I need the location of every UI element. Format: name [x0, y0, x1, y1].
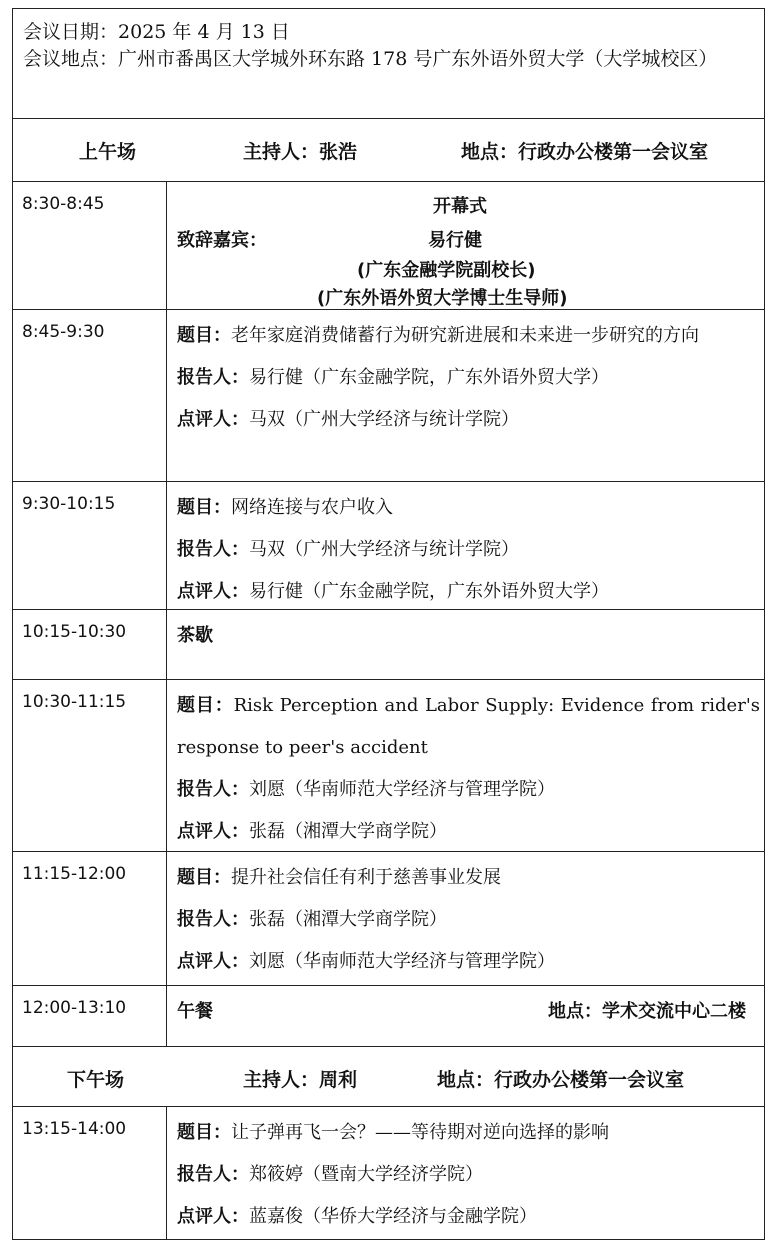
talk-discussant — [177, 571, 760, 613]
content-cell — [167, 680, 764, 851]
session-title: 上午场 — [79, 141, 137, 163]
discussant-label: 点评人： — [177, 1206, 249, 1227]
discussant-text: 张磊（湘潭大学商学院） — [249, 821, 447, 842]
discussant-text: 马双（广州大学经济与统计学院） — [249, 409, 519, 430]
topic-label: 题目： — [177, 1122, 231, 1143]
speaker-label: 报告人： — [177, 1164, 249, 1185]
content-cell — [167, 310, 764, 481]
topic-label: 题目： — [177, 695, 234, 716]
speaker-text: 张磊（湘潭大学商学院） — [249, 909, 447, 930]
talk-discussant — [177, 811, 760, 853]
lunch-venue: 地点：学术交流中心二楼 — [548, 1001, 746, 1022]
lunch-label: 午餐 — [177, 1001, 213, 1022]
opening-title: 开幕式 — [433, 196, 487, 217]
discussant-text: 蓝嘉俊（华侨大学经济与金融学院） — [249, 1206, 537, 1227]
speaker-label: 报告人： — [177, 779, 249, 800]
guest-role: (广东金融学院副校长) — [357, 260, 536, 281]
speaker-label: 报告人： — [177, 367, 249, 388]
talk-speaker — [177, 899, 760, 941]
speaker-text: 郑筱婷（暨南大学经济学院） — [249, 1164, 483, 1185]
discussant-label: 点评人： — [177, 409, 249, 430]
break-label: 茶歇 — [177, 625, 213, 646]
discussant-label: 点评人： — [177, 821, 249, 842]
topic-text: 提升社会信任有利于慈善事业发展 — [231, 867, 501, 888]
speaker-label: 报告人： — [177, 539, 249, 560]
guest-label: 致辞嘉宾： — [177, 230, 267, 251]
talk-speaker — [177, 357, 760, 399]
time-cell: 8:45-9:30 — [13, 310, 167, 481]
content-cell — [167, 1107, 764, 1239]
talk-discussant — [177, 399, 760, 441]
session-title: 下午场 — [67, 1069, 125, 1091]
talk-discussant — [177, 1196, 760, 1238]
agenda-row — [13, 310, 764, 482]
session-host: 主持人：张浩 — [243, 141, 358, 163]
lunch-line — [177, 991, 760, 1033]
content-cell — [167, 482, 764, 609]
location-value: 广州市番禺区大学城外环东路 178 号广东外语外贸大学（大学城校区） — [118, 48, 718, 70]
agenda-row-break — [13, 610, 764, 680]
morning-session-header — [13, 119, 764, 182]
topic-label: 题目： — [177, 325, 231, 346]
speaker-label: 报告人： — [177, 909, 249, 930]
time-cell: 13:15-14:00 — [13, 1107, 167, 1239]
agenda-table — [12, 8, 765, 1240]
talk-topic — [177, 685, 760, 769]
discussant-text: 刘愿（华南师范大学经济与管理学院） — [249, 951, 555, 972]
speaker-text: 马双（广州大学经济与统计学院） — [249, 539, 519, 560]
talk-topic — [177, 857, 760, 899]
time-cell: 11:15-12:00 — [13, 852, 167, 985]
session-venue: 地点：行政办公楼第一会议室 — [461, 141, 709, 163]
guest-name: 易行健 — [428, 230, 482, 251]
conference-info — [13, 9, 764, 119]
talk-speaker — [177, 769, 760, 811]
topic-label: 题目： — [177, 497, 231, 518]
session-host: 主持人：周利 — [243, 1069, 358, 1091]
talk-speaker — [177, 529, 760, 571]
talk-discussant — [177, 941, 760, 983]
talk-topic — [177, 487, 760, 529]
topic-text: 网络连接与农户收入 — [231, 497, 393, 518]
session-venue: 地点：行政办公楼第一会议室 — [437, 1069, 685, 1091]
afternoon-session-header — [13, 1047, 764, 1107]
time-cell: 12:00-13:10 — [13, 986, 167, 1046]
topic-label: 题目： — [177, 867, 231, 888]
time-cell: 8:30-8:45 — [13, 182, 167, 309]
discussant-label: 点评人： — [177, 581, 249, 602]
topic-text: Risk Perception and Labor Supply: Evidence from rider's response to peer's accident — [177, 695, 760, 758]
date-label: 会议日期： — [23, 21, 119, 43]
talk-topic — [177, 315, 760, 357]
guest-role: (广东外语外贸大学博士生导师) — [317, 288, 568, 309]
date-value: 2025 年 4 月 13 日 — [118, 21, 290, 43]
location-label: 会议地点： — [23, 48, 119, 70]
topic-text: 让子弹再飞一会？——等待期对逆向选择的影响 — [231, 1122, 609, 1143]
content-cell — [167, 986, 764, 1046]
content-cell — [167, 610, 764, 679]
time-cell: 10:15-10:30 — [13, 610, 167, 679]
speaker-text: 易行健（广东金融学院，广东外语外贸大学） — [249, 367, 609, 388]
talk-topic — [177, 1112, 760, 1154]
discussant-label: 点评人： — [177, 951, 249, 972]
time-cell: 10:30-11:15 — [13, 680, 167, 851]
talk-speaker — [177, 1154, 760, 1196]
agenda-row — [13, 680, 764, 852]
content-cell — [167, 852, 764, 985]
agenda-row-opening — [13, 182, 764, 310]
topic-text: 老年家庭消费储蓄行为研究新进展和未来进一步研究的方向 — [231, 325, 699, 346]
agenda-row — [13, 852, 764, 986]
agenda-row-lunch — [13, 986, 764, 1047]
content-cell — [167, 182, 764, 309]
speaker-text: 刘愿（华南师范大学经济与管理学院） — [249, 779, 555, 800]
time-cell: 9:30-10:15 — [13, 482, 167, 609]
discussant-text: 易行健（广东金融学院，广东外语外贸大学） — [249, 581, 609, 602]
agenda-row — [13, 1107, 764, 1239]
agenda-row — [13, 482, 764, 610]
